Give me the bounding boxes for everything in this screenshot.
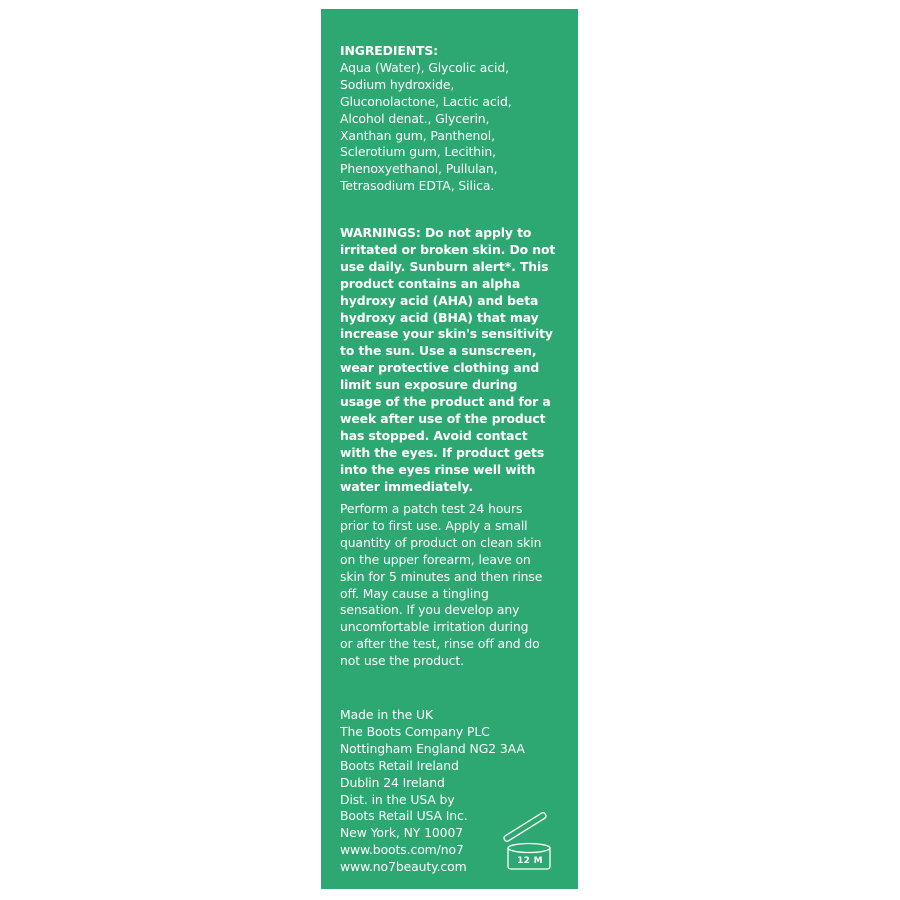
warnings-line: wear protective clothing and <box>340 360 540 376</box>
patch-test-line: on the upper forearm, leave on <box>340 551 531 567</box>
ingredients-line: Gluconolactone, Lactic acid, <box>340 93 512 109</box>
warnings-line: use daily. Sunburn alert*. This <box>340 258 549 274</box>
ingredients-line: Xanthan gum, Panthenol, <box>340 127 495 143</box>
address-line: Made in the UK <box>340 707 434 722</box>
patch-test-section <box>340 501 542 670</box>
warnings-line: usage of the product and for a <box>340 394 551 410</box>
ingredients-line: Sodium hydroxide, <box>340 76 455 92</box>
address-line: Dist. in the USA by <box>340 791 455 807</box>
patch-test-line: prior to first use. Apply a small <box>340 517 528 533</box>
warnings-line: WARNINGS: Do not apply to <box>340 225 532 240</box>
warnings-line: water immediately. <box>340 478 473 494</box>
warnings-line: limit sun exposure during <box>340 377 518 393</box>
patch-test-line: not use the product. <box>340 653 464 669</box>
warnings-line: increase your skin's sensitivity <box>340 326 553 342</box>
patch-test-line: Perform a patch test 24 hours <box>340 501 523 516</box>
warnings-line: to the sun. Use a sunscreen, <box>340 343 537 359</box>
patch-test-line: sensation. If you develop any <box>340 602 520 618</box>
warnings-line: irritated or broken skin. Do not <box>340 241 556 257</box>
address-line: Boots Retail Ireland <box>340 757 459 773</box>
warnings-line: product contains an alpha <box>340 275 521 291</box>
address-line: Dublin 24 Ireland <box>340 774 445 790</box>
ingredients-line: Alcohol denat., Glycerin, <box>340 110 490 126</box>
ingredients-heading: INGREDIENTS: <box>340 43 439 58</box>
ingredients-line: Aqua (Water), Glycolic acid, <box>340 59 509 75</box>
website-boots: www.boots.com/no7 <box>340 842 464 858</box>
patch-test-line: quantity of product on clean skin <box>340 534 542 550</box>
ingredients-line: Tetrasodium EDTA, Silica. <box>340 178 495 194</box>
warnings-line: into the eyes rinse well with <box>340 461 536 477</box>
patch-test-line: skin for 5 minutes and then rinse <box>340 568 543 584</box>
address-line: The Boots Company PLC <box>340 723 490 739</box>
ingredients-line: Phenoxyethanol, Pullulan, <box>340 161 498 177</box>
warnings-line: hydroxy acid (AHA) and beta <box>340 292 539 308</box>
warnings-line: has stopped. Avoid contact <box>340 427 528 443</box>
address-line: New York, NY 10007 <box>340 825 464 841</box>
warnings-line: with the eyes. If product gets <box>340 444 545 460</box>
address-line: Boots Retail USA Inc. <box>340 808 468 824</box>
website-no7beauty: www.no7beauty.com <box>340 859 467 875</box>
patch-test-line: off. May cause a tingling <box>340 585 489 601</box>
address-line: Nottingham England NG2 3AA <box>340 740 525 756</box>
ingredients-section <box>340 43 512 195</box>
product-label-panel <box>321 9 578 889</box>
patch-test-line: uncomfortable irritation during <box>340 619 529 635</box>
patch-test-line: or after the test, rinse off and do <box>340 636 540 652</box>
warnings-line: hydroxy acid (BHA) that may <box>340 309 539 325</box>
warnings-section <box>340 225 555 496</box>
pao-label: 12 M <box>517 856 543 866</box>
period-after-opening-symbol <box>497 809 561 873</box>
warnings-line: week after use of the product <box>340 410 546 426</box>
ingredients-line: Sclerotium gum, Lecithin, <box>340 144 496 160</box>
